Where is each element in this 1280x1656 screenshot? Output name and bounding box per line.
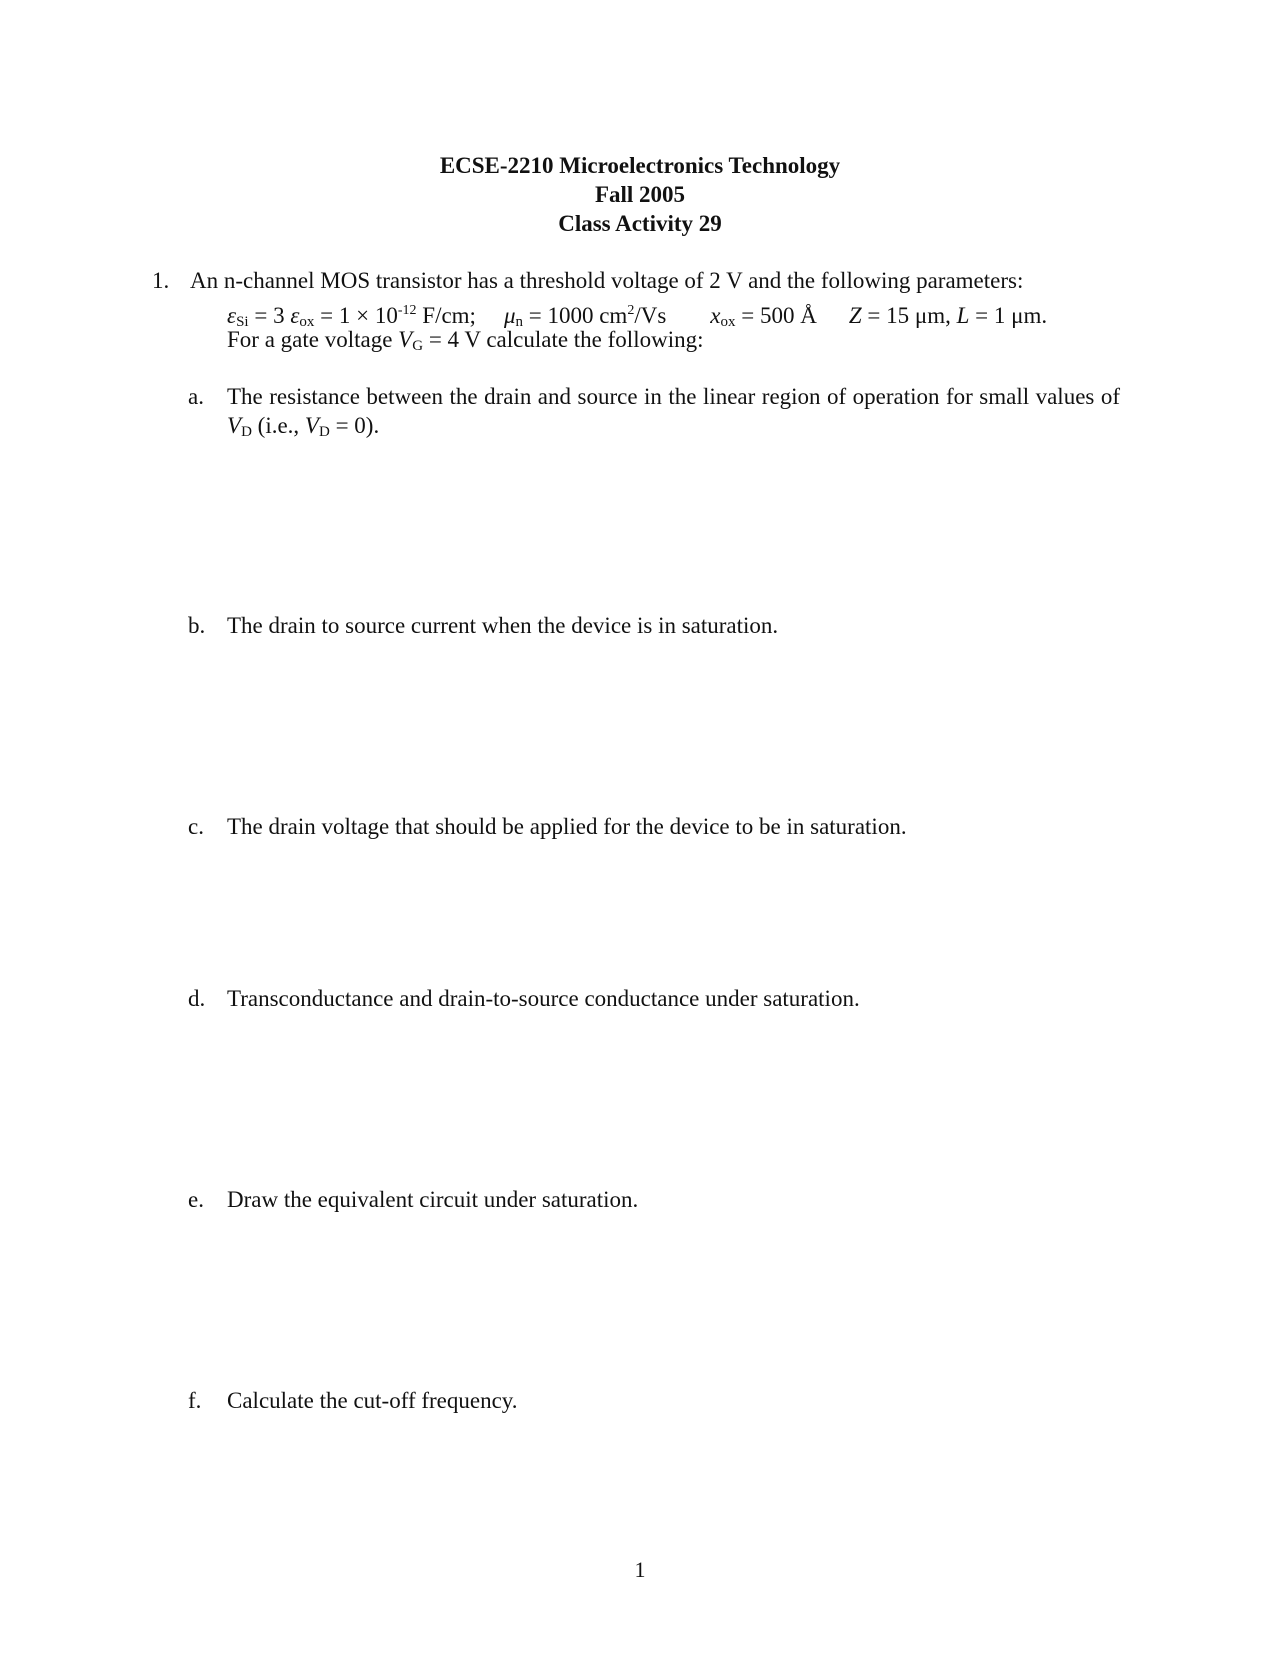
mu-value: = 1000 cm (523, 303, 628, 328)
gate-suffix: = 4 V calculate the following: (423, 327, 704, 352)
eps-ox-symbol: ε (290, 303, 300, 328)
eps-ox-exponent: -12 (397, 303, 417, 318)
eps-si-symbol: ε (227, 303, 237, 328)
eps-ox-value: = 1 × 10 (314, 303, 398, 328)
gate-voltage-line (227, 325, 703, 361)
activity-title: Class Activity 29 (558, 211, 722, 236)
question-intro: An n-channel MOS transistor has a threshold voltage of 2 V and the following parameters: (190, 268, 1024, 293)
mu-symbol: μ (503, 303, 516, 328)
part-a-text-3: = 0). (329, 413, 380, 438)
question-number: 1. (152, 268, 170, 293)
part-label: c. (188, 814, 204, 839)
part-label: e. (188, 1187, 204, 1212)
part-text (227, 382, 1120, 447)
z-symbol: Z (848, 303, 862, 328)
part-label: d. (188, 986, 206, 1011)
mu-unit: /Vs (634, 303, 667, 328)
xox-symbol: x (710, 303, 721, 328)
eps-ox-subscript: ox (299, 314, 315, 330)
mu-exponent: 2 (627, 303, 635, 318)
part-text: Calculate the cut-off frequency. (227, 1388, 518, 1413)
part-text: The drain voltage that should be applied for the device to be in saturation. (227, 814, 907, 839)
gate-symbol: V (398, 327, 413, 352)
gate-subscript: G (412, 338, 424, 354)
z-value: = 15 μm, (861, 303, 957, 328)
part-a-subscript-2: D (318, 424, 330, 440)
part-a-symbol-2: V (304, 413, 319, 438)
part-a-symbol-1: V (227, 413, 242, 438)
term: Fall 2005 (594, 182, 686, 207)
part-a-subscript-1: D (241, 424, 252, 440)
part-a-text-2: (i.e., (251, 413, 305, 438)
part-text: The drain to source current when the device is in saturation. (227, 613, 779, 638)
eps-si-subscript: Si (236, 314, 249, 330)
l-symbol: L (956, 303, 970, 328)
page-number: 1 (634, 1557, 646, 1582)
xox-subscript: ox (720, 314, 736, 330)
xox-value: = 500 Å (735, 303, 817, 328)
document-header (0, 151, 1280, 238)
l-value: = 1 μm. (969, 303, 1048, 328)
mu-subscript: n (515, 314, 523, 330)
part-text: Draw the equivalent circuit under saturation. (227, 1187, 639, 1212)
part-a-text-1: The resistance between the drain and source in the linear region of operation for small values of (227, 384, 1120, 409)
part-label: b. (188, 613, 206, 638)
gate-prefix: For a gate voltage (227, 327, 399, 352)
eps-si-value: = 3 (248, 303, 291, 328)
course-title: ECSE-2210 Microelectronics Technology (439, 153, 841, 178)
part-text: Transconductance and drain-to-source conductance under saturation. (227, 986, 860, 1011)
eps-ox-unit: F/cm; (416, 303, 476, 328)
part-label: f. (188, 1388, 202, 1413)
part-label: a. (188, 384, 204, 409)
